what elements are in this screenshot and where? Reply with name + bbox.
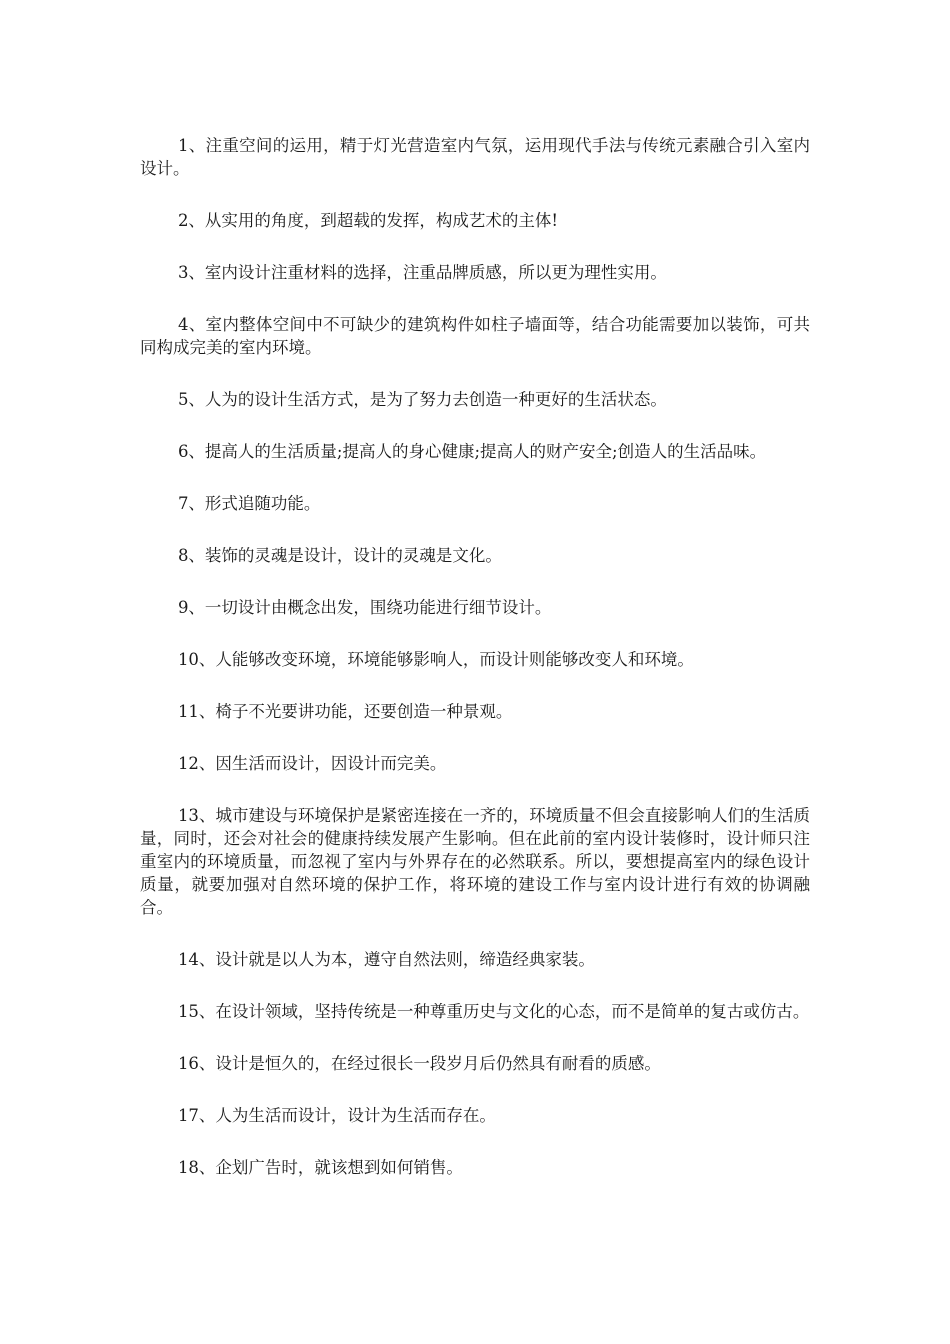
paragraph-1: 1、注重空间的运用，精于灯光营造室内气氛，运用现代手法与传统元素融合引入室内设计。 [140,136,810,178]
paragraph-9: 9、一切设计由概念出发，围绕功能进行细节设计。 [177,598,552,617]
paragraph-13: 13、城市建设与环境保护是紧密连接在一齐的，环境质量不但会直接影响人们的生活质量，同时，还会对社会的健康持续发展产生影响。但在此前的室内设计装修时，设计师只注重室内的环境质量，而忽视了室内与外界存在的必然联系。所以，要想提高室内的绿色设计质量，就要加强对自然环境的保护工作，将环境的建设工作与室内设计进行有效的协调融合。 [140,806,810,917]
paragraph-18: 18、企划广告时，就该想到如何销售。 [177,1158,463,1177]
document-body [140,134,810,1208]
paragraph-17: 17、人为生活而设计，设计为生活而存在。 [177,1106,496,1125]
paragraph-14: 14、设计就是以人为本，遵守自然法则，缔造经典家装。 [177,950,595,969]
paragraph-3: 3、室内设计注重材料的选择，注重品牌质感，所以更为理性实用。 [177,263,667,282]
paragraph-12: 12、因生活而设计，因设计而完美。 [177,754,447,773]
paragraph-7: 7、形式追随功能。 [177,494,321,513]
paragraph-2: 2、从实用的角度，到超载的发挥，构成艺术的主体! [177,211,559,230]
paragraph-8: 8、装饰的灵魂是设计，设计的灵魂是文化。 [177,546,502,565]
paragraph-4: 4、室内整体空间中不可缺少的建筑构件如柱子墙面等，结合功能需要加以装饰，可共同构成完美的室内环境。 [140,315,810,357]
paragraph-15: 15、在设计领域，坚持传统是一种尊重历史与文化的心态，而不是简单的复古或仿古。 [177,1002,810,1021]
paragraph-6: 6、提高人的生活质量;提高人的身心健康;提高人的财产安全;创造人的生活品味。 [177,442,767,461]
paragraph-5: 5、人为的设计生活方式，是为了努力去创造一种更好的生活状态。 [177,390,667,409]
paragraph-16: 16、设计是恒久的，在经过很长一段岁月后仍然具有耐看的质感。 [177,1054,661,1073]
paragraph-11: 11、椅子不光要讲功能，还要创造一种景观。 [177,702,513,721]
paragraph-10: 10、人能够改变环境，环境能够影响人，而设计则能够改变人和环境。 [177,650,694,669]
